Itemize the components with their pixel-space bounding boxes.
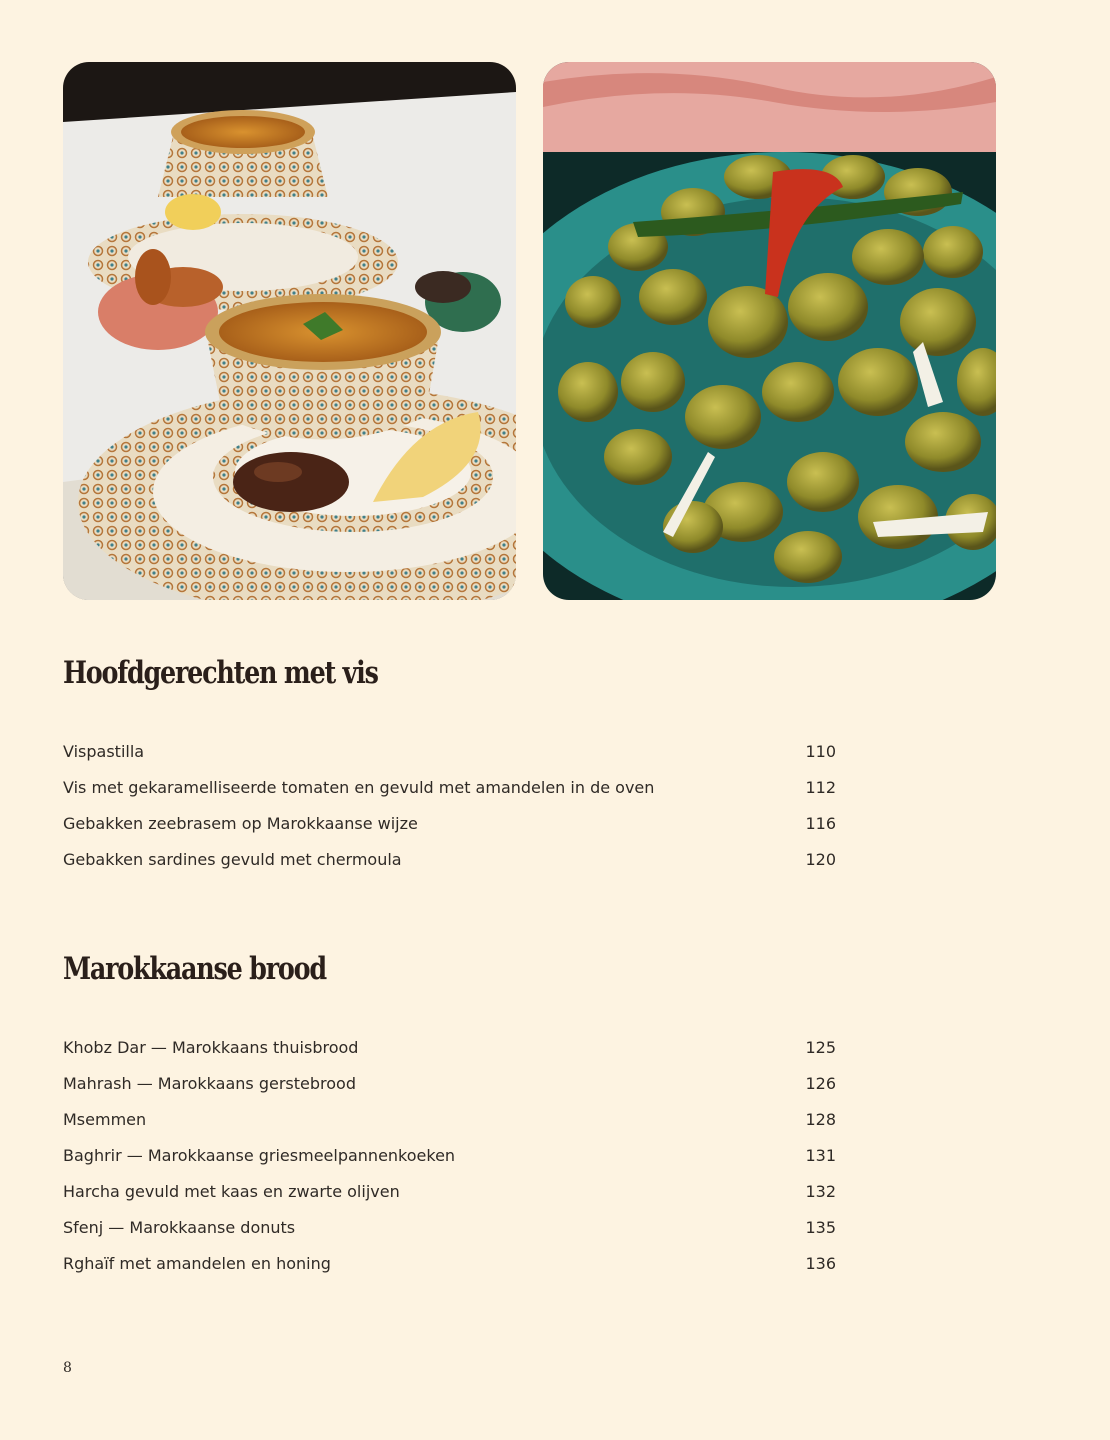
toc-item-page: 126 bbox=[805, 1074, 836, 1093]
toc-item[interactable] bbox=[63, 770, 836, 806]
toc-item-page: 110 bbox=[805, 742, 836, 761]
page-number: 8 bbox=[63, 1360, 72, 1376]
toc-list-fish bbox=[63, 734, 836, 878]
toc-item[interactable] bbox=[63, 734, 836, 770]
toc-item-label: Baghrir — Marokkaanse griesmeelpannenkoeken bbox=[63, 1146, 456, 1165]
toc-item-label: Mahrash — Marokkaans gerstebrood bbox=[63, 1074, 356, 1093]
toc-item-label: Msemmen bbox=[63, 1110, 147, 1129]
section-title-fish: Hoofdgerechten met vis bbox=[63, 655, 378, 691]
toc-item-label: Vispastilla bbox=[63, 742, 145, 761]
toc-item-page: 135 bbox=[805, 1218, 836, 1237]
toc-item[interactable] bbox=[63, 1030, 836, 1066]
harira-soup-photo bbox=[63, 62, 516, 600]
toc-list-bread bbox=[63, 1030, 836, 1282]
toc-item-page: 128 bbox=[805, 1110, 836, 1129]
toc-item[interactable] bbox=[63, 1138, 836, 1174]
toc-item-label: Harcha gevuld met kaas en zwarte olijven bbox=[63, 1182, 400, 1201]
toc-item-page: 132 bbox=[805, 1182, 836, 1201]
toc-item[interactable] bbox=[63, 1066, 836, 1102]
toc-item-label: Sfenj — Marokkaanse donuts bbox=[63, 1218, 296, 1237]
toc-item-label: Gebakken zeebrasem op Marokkaanse wijze bbox=[63, 814, 418, 833]
toc-item-label: Rghaïf met amandelen en honing bbox=[63, 1254, 331, 1273]
toc-item[interactable] bbox=[63, 1246, 836, 1282]
toc-item[interactable] bbox=[63, 1174, 836, 1210]
toc-item-label: Gebakken sardines gevuld met chermoula bbox=[63, 850, 402, 869]
toc-item-label: Vis met gekaramelliseerde tomaten en gevuld met amandelen in de oven bbox=[63, 778, 655, 797]
toc-item-page: 125 bbox=[805, 1038, 836, 1057]
toc-item-page: 112 bbox=[805, 778, 836, 797]
toc-item-page: 120 bbox=[805, 850, 836, 869]
toc-item[interactable] bbox=[63, 1210, 836, 1246]
section-title-bread: Marokkaanse brood bbox=[63, 951, 326, 987]
toc-item-label: Khobz Dar — Marokkaans thuisbrood bbox=[63, 1038, 359, 1057]
toc-item[interactable] bbox=[63, 842, 836, 878]
toc-item[interactable] bbox=[63, 806, 836, 842]
toc-item-page: 136 bbox=[805, 1254, 836, 1273]
toc-item-page: 116 bbox=[805, 814, 836, 833]
olives-salad-photo bbox=[543, 62, 996, 600]
toc-item-page: 131 bbox=[805, 1146, 836, 1165]
toc-item[interactable] bbox=[63, 1102, 836, 1138]
